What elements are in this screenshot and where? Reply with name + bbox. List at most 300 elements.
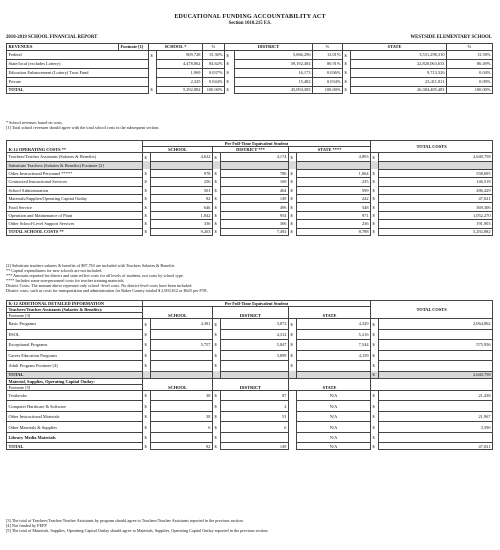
table-cell: TOTAL [7,443,143,450]
table-cell: $ [371,220,379,228]
materials-row [7,432,493,443]
materials-row [7,390,493,401]
table-cell: 5,757 [151,340,213,351]
detail-subheading: Teachers/Teacher Assistants (Salaries & Benefits): [7,307,143,313]
table-cell: 47,021 [379,443,493,450]
table-cell: 6 [221,422,289,433]
table-cell: 86.49% [447,60,493,69]
table-cell: TOTAL SCHOOL COSTS ** [7,228,143,235]
table-cell: $ [289,220,297,228]
table-cell: $ [213,401,221,412]
table-cell: $ [371,422,379,433]
table-cell: ESOL [7,329,143,340]
table-cell: School Administration [7,186,143,194]
table-cell: $ [213,350,221,361]
table-cell: $ [143,350,151,361]
ops-row [7,153,493,161]
table-cell: $ [213,329,221,340]
detail-footnote-label: Footnote [3] [7,313,143,319]
table-cell: 5,847 [221,340,289,351]
table-cell: 51 [221,411,289,422]
detail-row [7,350,493,361]
school-name: WESTSIDE ELEMENTARY SCHOOL [410,35,492,40]
table-cell: 4,381 [151,319,213,330]
table-cell: N/A [297,401,371,412]
table-cell: 82 [151,195,213,203]
table-cell: $ [371,350,379,361]
table-cell: $ [143,443,151,450]
table-cell: $ [143,329,151,340]
table-cell: $ [213,422,221,433]
table-cell [221,361,289,372]
table-cell: $ [213,186,221,194]
materials-row [7,401,493,412]
table-cell: $ [371,432,379,443]
table-cell: $ [371,319,379,330]
table-cell: Education Enhancement (Lottery) Trust Fund [7,69,149,78]
table-cell: $ [143,169,151,177]
table-cell: $ [289,211,297,219]
table-cell: $ [143,186,151,194]
table-cell: $ [289,169,297,177]
ops-row [7,211,493,219]
note-line: District costs, such as costs for transportation and administration for Baker County totaled $ 2,903,612 or $625 per FTE. [6,288,208,293]
table-cell: $ [371,329,379,340]
table-cell: $ [289,340,297,351]
operating-costs-table [6,140,493,236]
col-header-district: DISTRICT [213,378,289,390]
table-cell: 496 [221,203,289,211]
detail-row [7,361,493,372]
table-cell: $ [143,340,151,351]
table-cell: 464 [221,186,289,194]
table-cell [289,371,297,378]
revenues-row [7,78,493,87]
table-cell: 86.91% [313,60,343,69]
col-header-state: STATE **** [289,147,371,153]
table-cell: $ [225,87,235,94]
table-cell: 501 [151,186,213,194]
footnote-line: [3] The total of Teachers/Teacher/Teacher Assistants by program should agree to Teachers/Teacher Assistants reported in the previous section. [6,518,244,523]
ops-row [7,186,493,194]
table-cell [151,350,213,361]
table-cell: 3,596 [379,422,493,433]
materials-heading-row [7,378,493,384]
table-cell: 16,173 [235,69,313,78]
table-cell: $ [371,401,379,412]
table-cell: $ [371,340,379,351]
detail-total-row [7,371,493,378]
revenues-table [6,43,493,94]
report-section: Section 1010.215 F.S. [228,21,272,26]
table-cell: Exceptional Programs [7,340,143,351]
table-cell: N/A [297,422,371,433]
table-cell [289,422,297,433]
per-fte-band: Per Full-Time Equivalent Student [143,141,371,147]
table-cell: $ [143,319,151,330]
table-cell: 15.30% [203,51,225,60]
table-cell: 169 [221,178,289,186]
col-header-pct: % [313,44,343,51]
ops-row [7,178,493,186]
table-cell: 1,969 [157,69,203,78]
ops-heading: K-12 OPERATING COSTS ** [7,141,143,153]
table-cell: 146,518 [379,178,493,186]
table-cell: 149 [221,195,289,203]
table-cell: $ [143,220,151,228]
table-cell: 971 [297,211,371,219]
table-cell: N/A [297,411,371,422]
table-cell: $ [143,390,151,401]
table-cell: State/local (excludes Lottery) [7,60,149,69]
table-cell: Contracted Instructional Services [7,178,143,186]
col-header-district: DISTRICT *** [213,147,289,153]
ops-row [7,169,493,177]
table-cell: 4,622 [151,153,213,161]
table-cell: 548 [297,203,371,211]
table-cell [289,161,297,169]
table-cell: $ [371,211,379,219]
table-cell: Other School-Level Support Services [7,220,143,228]
table-cell: 6 [151,422,213,433]
table-cell: Federal [7,51,149,60]
table-cell: 5,292,882 [157,87,203,94]
table-cell: 47,021 [379,195,493,203]
table-cell: $ [149,87,157,94]
table-cell: $ [213,340,221,351]
table-cell [149,60,157,69]
table-cell: 5,292,882 [379,228,493,235]
table-cell [151,432,213,443]
table-cell: $ [143,411,151,422]
per-fte-band: Per Full-Time Equivalent Student [143,301,371,307]
detail-row [7,319,493,330]
detail-row [7,329,493,340]
table-cell: 100.00% [447,87,493,94]
note-line: *** Amounts reported for district and state reflect costs for all levels of students, not costs by school type. [6,273,184,278]
col-header-school: SCHOOL [143,307,213,319]
table-cell: 242 [297,195,371,203]
table-cell: 13.58% [447,51,493,60]
table-cell: $ [343,87,351,94]
table-cell [221,371,289,378]
table-cell: Basic Programs [7,319,143,330]
table-cell [143,161,151,169]
table-cell: 3,899 [221,350,289,361]
table-cell: $ [371,443,379,450]
table-cell [221,432,289,443]
table-cell: N/A [297,432,371,443]
col-header-pct: % [203,44,225,51]
table-cell: 558,695 [379,169,493,177]
table-cell: 3,531,298,310 [351,51,447,60]
ops-band-row [7,141,493,147]
table-cell: 5,866,296 [235,51,313,60]
table-cell: $ [371,228,379,235]
table-cell: 26,384,485,483 [351,87,447,94]
table-cell: 3,872 [221,319,289,330]
table-cell [289,432,297,443]
table-cell: $ [213,228,221,235]
table-cell: 0.034% [313,78,343,87]
table-cell: $ [213,443,221,450]
table-cell: $ [225,69,235,78]
table-cell: 2 [221,401,289,412]
table-cell: Career Education Programs [7,350,143,361]
table-cell [379,161,493,169]
ops-row [7,161,493,169]
table-cell: 1,842 [151,211,213,219]
table-cell: 15,482 [235,78,313,87]
table-cell: TOTAL [7,371,143,378]
note-line: * School revenues based on costs. [6,120,63,125]
table-cell: 5,216 [297,329,371,340]
table-cell: Library Media Materials [7,432,143,443]
table-cell: 236 [297,220,371,228]
table-cell: $ [213,220,221,228]
col-header-district: DISTRICT [213,307,289,319]
table-cell: 575,956 [379,340,493,351]
table-cell: $ [371,371,379,378]
table-cell: $ [289,350,297,361]
table-cell: Substitute Teachers (Salaries & Benefits) Footnote [2] [7,161,143,169]
table-cell: 13.01% [313,51,343,60]
materials-total-row [7,443,493,450]
materials-footnote-label: Footnote [5] [7,384,143,390]
table-cell: 954 [221,211,289,219]
revenues-header-row [7,44,493,51]
table-cell [379,350,493,361]
table-cell: 1,052,270 [379,211,493,219]
table-cell: N/A [297,443,371,450]
col-header-school: SCHOOL * [149,44,203,51]
table-cell: 0.036% [313,69,343,78]
table-cell [151,161,213,169]
table-cell [151,361,213,372]
table-cell: Food Service [7,203,143,211]
table-cell: $ [213,211,221,219]
table-cell: $ [213,361,221,372]
table-cell: 4,329 [297,319,371,330]
table-cell: 7,492 [221,228,289,235]
table-cell [151,401,213,412]
table-cell [289,443,297,450]
table-cell: $ [371,390,379,401]
table-cell: N/A [297,390,371,401]
table-cell: Computer Hardware & Software [7,401,143,412]
table-cell: $ [225,78,235,87]
table-cell: $ [213,178,221,186]
table-cell [289,401,297,412]
table-cell: Other Materials & Supplies [7,422,143,433]
table-cell: $ [143,178,151,186]
table-cell: $ [213,195,221,203]
table-cell: 286,429 [379,186,493,194]
ops-total-row [7,228,493,235]
col-header-state: STATE [343,44,447,51]
table-cell [371,161,379,169]
table-cell: $ [289,195,297,203]
table-cell: $ [143,203,151,211]
table-cell: 336 [151,220,213,228]
table-cell: 23,411,811 [351,78,447,87]
table-cell: 38 [151,411,213,422]
col-header-school: SCHOOL [143,147,213,153]
note-line: [1] Total school revenues should agree with the total school costs in the subsequent section. [6,125,160,130]
note-line: ** Capital expenditures for new schools are not included. [6,268,103,273]
col-header-state: STATE [289,307,371,319]
col-header-state: STATE [289,378,371,390]
table-cell: 1,064 [297,169,371,177]
report-title: EDUCATIONAL FUNDING ACCOUNTABILITY ACT [174,14,326,20]
table-cell: 100.00% [203,87,225,94]
table-cell: $ [289,319,297,330]
table-cell [379,329,493,340]
table-cell: 45,094,385 [235,87,313,94]
revenues-total-row [7,87,493,94]
revenues-row [7,51,493,60]
table-cell: 2,640,758 [379,153,493,161]
ops-row [7,203,493,211]
table-cell: Materials/Supplies/Operating Capital Outlay [7,195,143,203]
table-cell [213,161,221,169]
col-header-total-costs: TOTAL COSTS [371,301,493,319]
table-cell: 4,478,862 [157,60,203,69]
materials-row [7,422,493,433]
revenues-heading: REVENUES [7,44,119,51]
table-cell: 191,903 [379,220,493,228]
table-cell: $ [371,411,379,422]
revenues-row [7,60,493,69]
revenues-footnote-label: Footnote [1] [119,44,149,51]
table-cell: 2,325 [157,78,203,87]
table-cell: $ [213,411,221,422]
table-cell: $ [225,51,235,60]
note-line: District Costs: The amount above represent only school -level costs. No district-level costs have been included. [6,283,193,288]
table-cell [149,69,157,78]
table-cell: 780 [221,169,289,177]
table-cell: 4,174 [221,153,289,161]
table-cell: $ [371,361,379,372]
table-cell: Operation and Maintenance of Plant [7,211,143,219]
table-cell: $ [289,186,297,194]
table-cell [221,161,289,169]
table-cell: 8,788 [297,228,371,235]
table-cell: 9,713,326 [351,69,447,78]
table-cell: Teachers/Teacher Assistants (Salaries & Benefits) [7,153,143,161]
table-cell: 235 [297,178,371,186]
table-cell [143,371,151,378]
table-cell [297,371,371,378]
table-cell: 21,438 [379,390,493,401]
table-cell: $ [343,78,351,87]
col-header-district: DISTRICT [225,44,313,51]
table-cell: 599 [297,186,371,194]
table-cell: $ [143,211,151,219]
detail-row [7,340,493,351]
table-cell: 87 [221,390,289,401]
table-cell: Private [7,78,149,87]
table-cell: $ [371,178,379,186]
table-cell: $ [371,203,379,211]
table-cell: $ [143,432,151,443]
table-cell [371,378,493,390]
note-line: [2] Substitute teachers salaries & benefits of $97,763 are included with Teachers Salaries & Benefits [6,263,175,268]
table-cell: $ [213,153,221,161]
table-cell: $ [143,153,151,161]
table-cell: $ [143,195,151,203]
footnote-line: [4] Not funded by FEFP [6,523,47,528]
table-cell: 22,820,063,633 [351,60,447,69]
table-cell: $ [343,51,351,60]
table-cell: 7,544 [297,340,371,351]
table-cell: $ [225,60,235,69]
ops-row [7,220,493,228]
footnotes [6,519,269,534]
table-cell: 0.04% [447,69,493,78]
table-cell [297,361,371,372]
table-cell: $ [213,319,221,330]
table-cell: Textbooks [7,390,143,401]
table-cell: $ [213,203,221,211]
table-cell [289,411,297,422]
table-cell: $ [213,390,221,401]
table-cell: 0.09% [447,78,493,87]
table-cell: 2,064,802 [379,319,493,330]
revenues-row [7,69,493,78]
ops-row [7,195,493,203]
table-cell: Other Instructional Personnel ***** [7,169,143,177]
table-cell: 978 [151,169,213,177]
table-cell [297,161,371,169]
col-header-school: SCHOOL [143,378,213,390]
table-cell: $ [371,169,379,177]
materials-heading: Material, Supplies, Operating Capital Outlay: [7,378,143,384]
table-cell: $ [289,153,297,161]
table-cell: 39,192,484 [235,60,313,69]
table-cell: 38 [151,390,213,401]
table-cell: $ [289,203,297,211]
col-header-pct: % [447,44,493,51]
table-cell: 809,728 [157,51,203,60]
table-cell: 4,159 [297,350,371,361]
table-cell [379,401,493,412]
table-cell: $ [371,186,379,194]
table-cell: 82 [151,443,213,450]
detail-heading: K-12 ADDITIONAL DETAILED INFORMATION [7,301,143,307]
table-cell: $ [143,228,151,235]
table-cell: $ [289,329,297,340]
table-cell: Adult Program Footnote [4] [7,361,143,372]
footnote-line: [5] The total of Materials, Supplies, Operating Capital Outlay should agree to Materials, Supplies, Operating Capital Outlay reported in the previous section. [6,528,269,533]
table-cell: 369,306 [379,203,493,211]
table-cell: 149 [221,443,289,450]
table-cell: TOTAL [7,87,149,94]
table-cell: $ [289,178,297,186]
table-cell: $ [143,422,151,433]
table-cell: 306 [221,220,289,228]
table-cell: 4,312 [221,329,289,340]
col-header-total-costs: TOTAL COSTS [371,141,493,153]
table-cell: 646 [151,203,213,211]
table-cell: $ [213,432,221,443]
table-cell: $ [213,169,221,177]
table-cell: $ [149,51,157,60]
materials-row [7,411,493,422]
table-cell [379,432,493,443]
table-cell: 100.00% [313,87,343,94]
table-cell: 4,893 [297,153,371,161]
